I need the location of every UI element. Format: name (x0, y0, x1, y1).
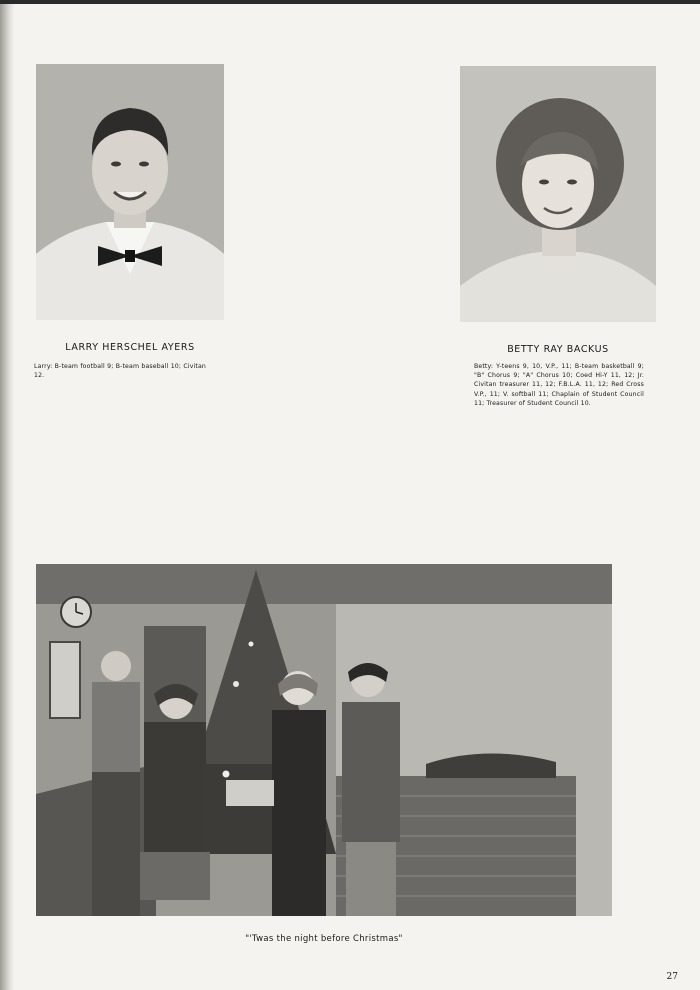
portrait-illustration (460, 66, 656, 322)
student-name: LARRY HERSCHEL AYERS (65, 342, 195, 353)
group-photo-illustration (36, 564, 612, 916)
student-activities: Larry: B-team football 9; B-team baseball 10; Civitan 12. (34, 363, 206, 380)
page-number: 27 (666, 972, 678, 982)
page-top-edge (0, 0, 700, 4)
group-photo-christmas-tree (36, 564, 612, 916)
portrait-photo-betty-backus (460, 66, 656, 322)
page-binding-shadow (0, 0, 14, 990)
portrait-photo-larry-ayers (36, 64, 224, 320)
student-name: BETTY RAY BACKUS (507, 344, 609, 355)
portrait-illustration (36, 64, 224, 320)
photo-caption: "'Twas the night before Christmas" (245, 934, 403, 944)
student-activities: Betty: Y-teens 9, 10, V.P., 11; B-team basketball 9; "B" Chorus 9; "A" Chorus 10; Coed Hi-Y 11, 12; Jr. Civitan treasurer 11, 12; F.B.L.A. 11, 12; Red Cross V.P., 11; V. softball 11; Chaplain of Student Council 11; Treasurer of Student Council 10. (474, 363, 644, 407)
